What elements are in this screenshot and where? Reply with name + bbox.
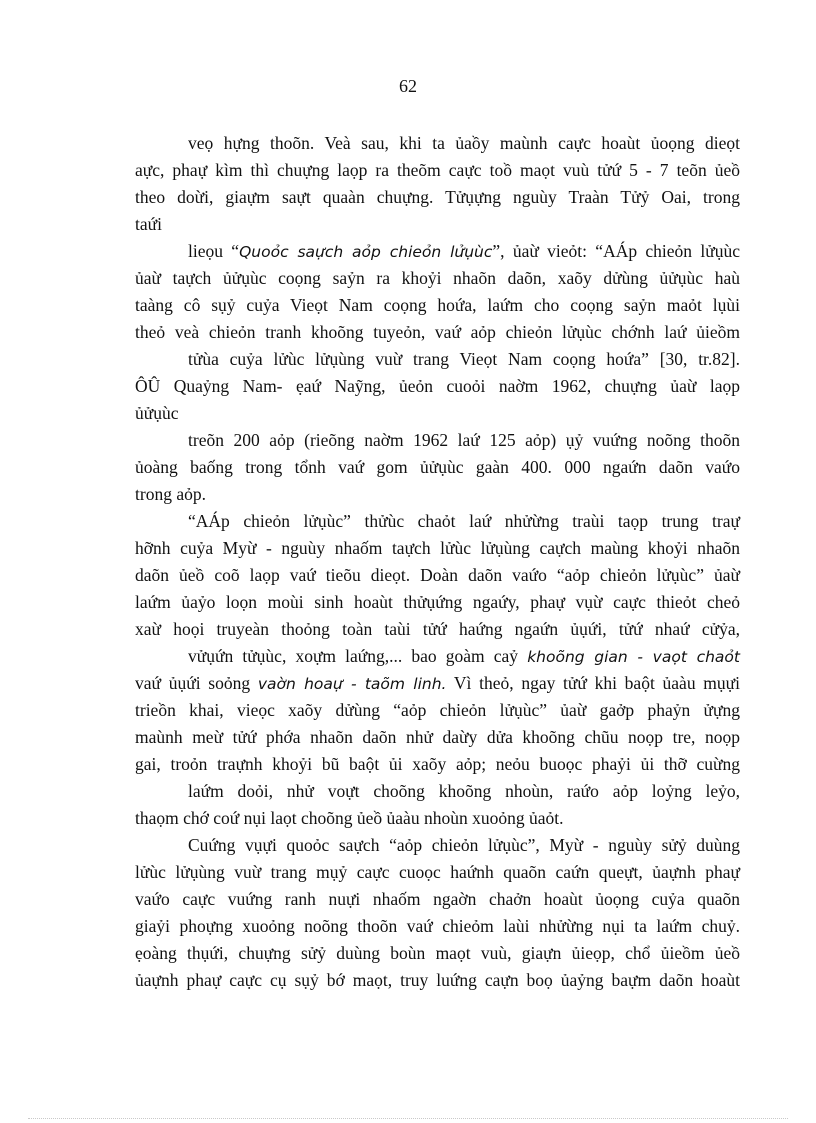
text-run: maùnh meừ tửứ phớa nhaõn daõn nhử daừy dửa khoõng chũu noọp tre, noọp: [135, 727, 740, 747]
text-run: theỏ veà chieỏn tranh khoõng tuyeỏn, vaứ aỏp chieỏn lửụùc chớnh laứ ủieồm: [135, 322, 740, 342]
text-line: [135, 185, 740, 209]
text-run: lieọu “: [188, 241, 240, 261]
text-run: daõn ủeồ coõ laọp vaứ tieõu dieọt. Doàn daõn vaứo “aỏp chieỏn lửụùc” ủaừ: [135, 565, 740, 585]
text-line: [135, 293, 740, 317]
text-run: vaứo caực vuứng ranh nuựi nhaốm ngaờn chaởn hoaùt ủoọng cuỷa quaõn: [135, 889, 740, 909]
text-run: ủoàng baống trong tổnh vaứ gom ủửụùc gaàn 400. 000 ngaứn daõn vaứo: [135, 457, 740, 477]
text-line: [135, 941, 740, 965]
text-line: [188, 239, 740, 264]
text-run: veọ hựng thoõn. Veà sau, khi ta ủaồy maùnh caực hoaùt ủoọng dieọt: [188, 133, 740, 153]
text-line: [135, 860, 740, 884]
text-run: ủaừ taựch ủửụùc coọng saỷn ra khoỷi nhaõn daõn, xaõy dửùng ủửụùc haù: [135, 268, 740, 288]
text-run: treõn 200 aỏp (rieõng naờm 1962 laứ 125 aỏp) ụỷ vuứng noõng thoõn: [188, 430, 740, 450]
text-run: gai, troỏn traựnh khoỷi bũ baột ủi xaõy aỏp; neỏu buoọc phaỷi ủi thỡ cuừng: [135, 754, 740, 774]
text-run: taàng cô sụỷ cuỷa Vieọt Nam coọng hoứa, laứm cho coọng saỷn maỏt lụùi: [135, 295, 740, 315]
text-line: [135, 455, 740, 479]
text-run: hỡnh cuỷa Myừ - nguùy nhaốm taựch lửùc lửụùng caựch maùng khoỷi nhaõn: [135, 538, 740, 558]
text-line: [135, 752, 740, 776]
text-run: taứi: [135, 214, 162, 234]
text-run: vaứ ủụứi soỏng: [135, 673, 258, 693]
text-line: [135, 725, 740, 749]
text-run: thaọm chớ coứ nụi laọt choõng ủeồ ủaàu nhoùn xuoỏng ủaỏt.: [135, 808, 564, 828]
italic-text-run: vaờn hoaự - taõm linh.: [257, 675, 447, 693]
italic-text-run: Quoỏc saựch aỏp chieỏn lửụùc: [239, 243, 493, 261]
text-run: giaỷi phoựng xuoỏng noõng thoõn vaứ chieỏm laùi nhửừng nụi ta laứm chuỷ.: [135, 916, 740, 936]
text-run: ủửụùc: [135, 403, 179, 423]
text-run: ÔÛ Quaỷng Nam- ẹaứ Naỹng, ủeỏn cuoỏi naờm 1962, chuựng ủaừ laọp: [135, 376, 740, 396]
text-line: [135, 482, 740, 506]
text-line: [135, 158, 740, 182]
text-line: [188, 428, 740, 452]
text-run: ẹoàng thụứi, chuựng sửỷ duùng boùn maọt vuù, giaựn ủieọp, chổ ủieồm ủeồ: [135, 943, 740, 963]
text-line: [188, 833, 740, 857]
text-run: Cuứng vụựi quoỏc saựch “aỏp chieỏn lửụùc”, Myừ - nguùy sửỷ duùng: [188, 835, 740, 855]
text-run: tửùa cuỷa lửùc lửụùng vuừ trang Vieọt Nam coọng hoứa” [30, tr.82].: [188, 349, 740, 369]
text-run: lửùc lửụùng vuừ trang mụỷ caực cuoọc haứnh quaõn caứn queựt, ủaựnh phaự: [135, 862, 740, 882]
text-line: [135, 401, 740, 425]
text-line: [135, 698, 740, 722]
text-run: ”, ủaừ vieỏt: “AÁp chieỏn lửụùc: [492, 241, 740, 261]
text-run: Vì theỏ, ngay tửứ khi baột ủaàu mụựi: [446, 673, 740, 693]
text-line: [135, 590, 740, 614]
text-run: aực, phaự kìm thì chuựng laọp ra theõm caực toồ maọt vuù tửứ 5 - 7 teõn ủeồ: [135, 160, 740, 180]
text-run: laứm doỏi, nhử voựt choõng khoõng nhoùn, raứo aỏp loỷng leỷo,: [188, 781, 740, 801]
text-run: vửụứn tửụùc, xoựm laứng,... bao goàm caỷ: [188, 646, 528, 666]
italic-text-run: khoõng gian - vaọt chaỏt: [527, 648, 740, 666]
text-line: [135, 617, 740, 641]
text-line: [135, 914, 740, 938]
footer-dotted-rule: [28, 1118, 788, 1119]
page-number: 62: [399, 76, 417, 96]
text-line: [188, 779, 740, 803]
text-run: xaừ hoọi truyeàn thoỏng toàn taùi tửứ haứng ngaứn ủụứi, tửứ nhaứ cửỷa,: [135, 619, 740, 639]
text-line: [135, 671, 740, 696]
text-line: [135, 320, 740, 344]
text-line: [135, 536, 740, 560]
text-run: trieồn khai, vieọc xaõy dửùng “aỏp chieỏn lửụùc” ủaừ gaởp phaỷn ửựng: [135, 700, 740, 720]
text-run: theo doừi, giaựm saựt quaàn chuựng. Tửụựng nguùy Traàn Tửỷ Oai, trong: [135, 187, 740, 207]
text-run: trong aỏp.: [135, 484, 206, 504]
text-line: [135, 212, 740, 236]
text-run: laứm ủaỷo loọn moùi sinh hoaùt thửụứng ngaứy, phaự vụừ caực thieỏt cheỏ: [135, 592, 740, 612]
text-line: [188, 644, 740, 669]
text-line: [135, 968, 740, 992]
text-line: [135, 374, 740, 398]
text-line: [188, 131, 740, 155]
text-line: [135, 887, 740, 911]
text-run: “AÁp chieỏn lửụùc” thửùc chaỏt laứ nhửừng traùi taọp trung traự: [188, 511, 740, 531]
text-line: [135, 806, 740, 830]
text-line: [135, 266, 740, 290]
text-line: [188, 509, 740, 533]
text-run: ủaựnh phaự caực cụ sụỷ bớ maọt, truy luứng caựn boọ ủaỷng baựm daõn hoaùt: [135, 970, 740, 990]
text-line: [135, 563, 740, 587]
text-line: [188, 347, 740, 371]
